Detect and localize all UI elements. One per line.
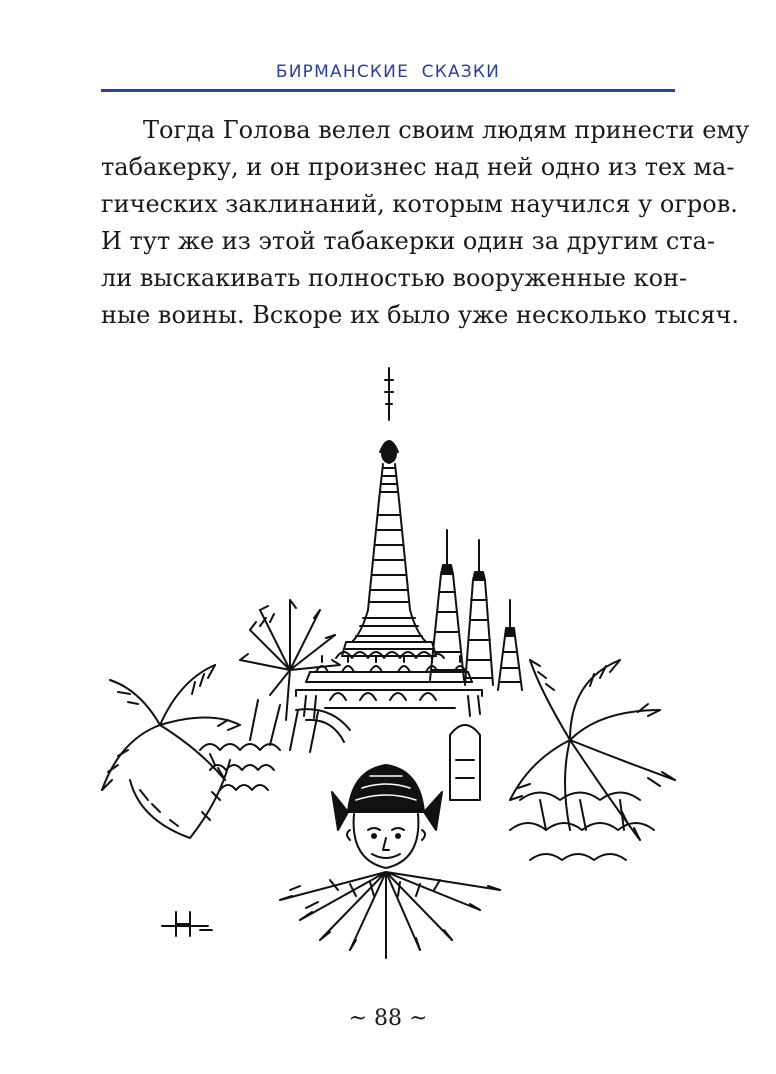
body-paragraph bbox=[101, 112, 750, 334]
running-header: БИРМАНСКИЕ СКАЗКИ bbox=[275, 62, 501, 82]
figure-head bbox=[332, 765, 442, 868]
paragraph-line: И тут же из этой табакерки один за другим ста- bbox=[101, 227, 715, 255]
left-palm-trees bbox=[102, 600, 350, 838]
artist-signature bbox=[162, 912, 212, 936]
pagoda-illustration bbox=[100, 360, 680, 960]
paragraph-line: табакерку, и он произнес над ней одно из тех ма- bbox=[101, 153, 735, 181]
page-number: ~ 88 ~ bbox=[348, 1006, 428, 1031]
header-rule bbox=[101, 89, 675, 92]
paragraph-line: Тогда Голова велел своим людям принести ему bbox=[143, 116, 750, 144]
secondary-spires bbox=[430, 530, 522, 690]
paragraph-line: ные воины. Вскоре их было уже несколько тысяч. bbox=[101, 301, 739, 329]
foreground-fronds bbox=[280, 872, 500, 958]
right-palm-trees bbox=[510, 660, 675, 860]
paragraph-line: ли выскакивать полностью вооруженные кон- bbox=[101, 264, 688, 292]
paragraph-line: гических заклинаний, которым научился у огров. bbox=[101, 190, 738, 218]
